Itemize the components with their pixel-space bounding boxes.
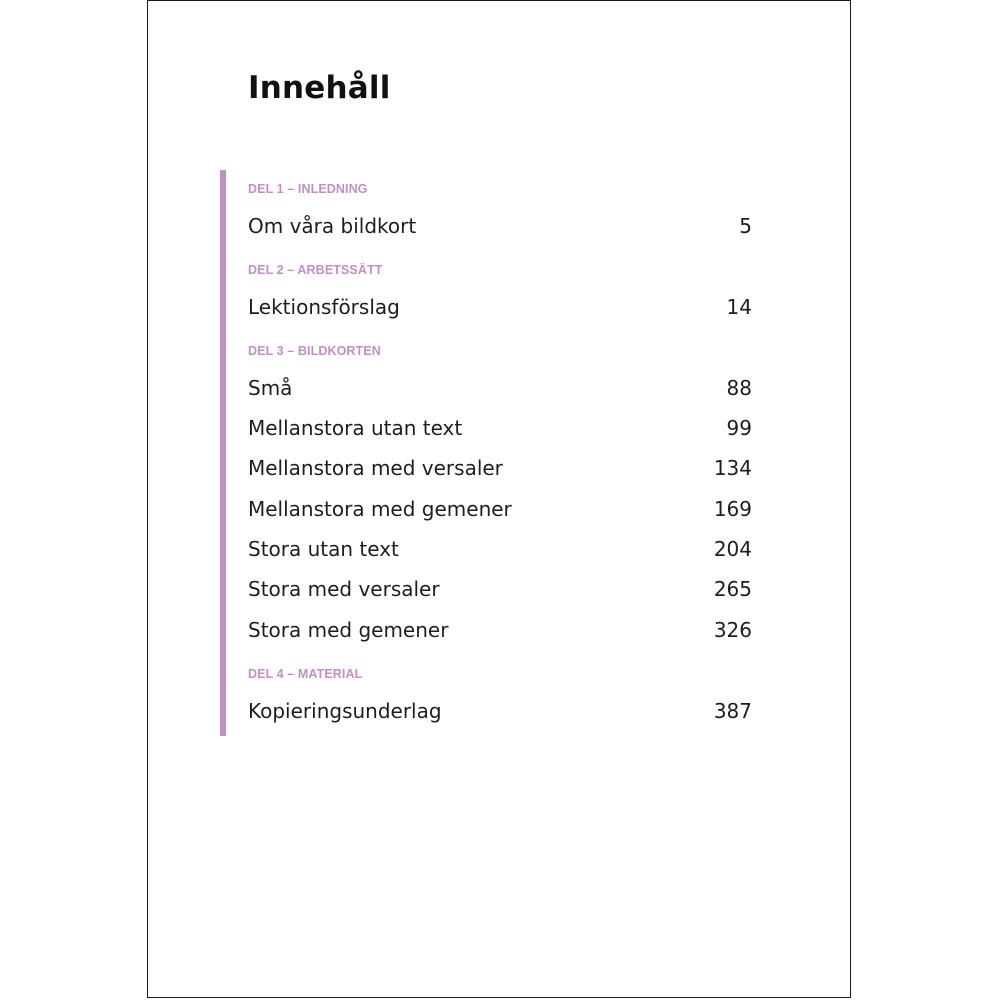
toc-entry-page: 88 <box>726 376 752 400</box>
toc-entry[interactable] <box>248 497 752 521</box>
toc-entry[interactable] <box>248 416 752 440</box>
toc-entry-label: Mellanstora med gemener <box>248 497 512 521</box>
toc-entry-label: Om våra bildkort <box>248 214 417 238</box>
toc-entry[interactable] <box>248 376 752 400</box>
toc-entry-label: Kopieringsunderlag <box>248 699 442 723</box>
toc-entry-label: Stora utan text <box>248 537 399 561</box>
toc-entry-label: Mellanstora utan text <box>248 416 463 440</box>
toc-entry-page: 326 <box>713 618 752 642</box>
toc-entry-page: 204 <box>713 537 752 561</box>
toc-entry-label: Stora med versaler <box>248 577 440 601</box>
accent-bar <box>220 170 226 736</box>
toc-entry[interactable] <box>248 456 752 480</box>
toc-entry[interactable] <box>248 537 752 561</box>
toc-entry-label: Stora med gemener <box>248 618 449 642</box>
page-title: Innehåll <box>248 70 391 106</box>
toc-entry-page: 14 <box>726 295 752 319</box>
toc-entry[interactable] <box>248 618 752 642</box>
toc-entry[interactable] <box>248 295 752 319</box>
toc-entry[interactable] <box>248 699 752 723</box>
toc-entry-label: Små <box>248 376 293 400</box>
toc-entry-page: 99 <box>726 416 752 440</box>
toc-entry-page: 387 <box>713 699 752 723</box>
toc-entry-label: Mellanstora med versaler <box>248 456 503 480</box>
toc-entry-label: Lektionsförslag <box>248 295 400 319</box>
toc-entry-page: 265 <box>713 577 752 601</box>
toc-entry[interactable] <box>248 214 752 238</box>
toc-entry-page: 134 <box>713 456 752 480</box>
toc-entry[interactable] <box>248 577 752 601</box>
toc-entry-page: 169 <box>713 497 752 521</box>
toc-entry-page: 5 <box>739 214 752 238</box>
